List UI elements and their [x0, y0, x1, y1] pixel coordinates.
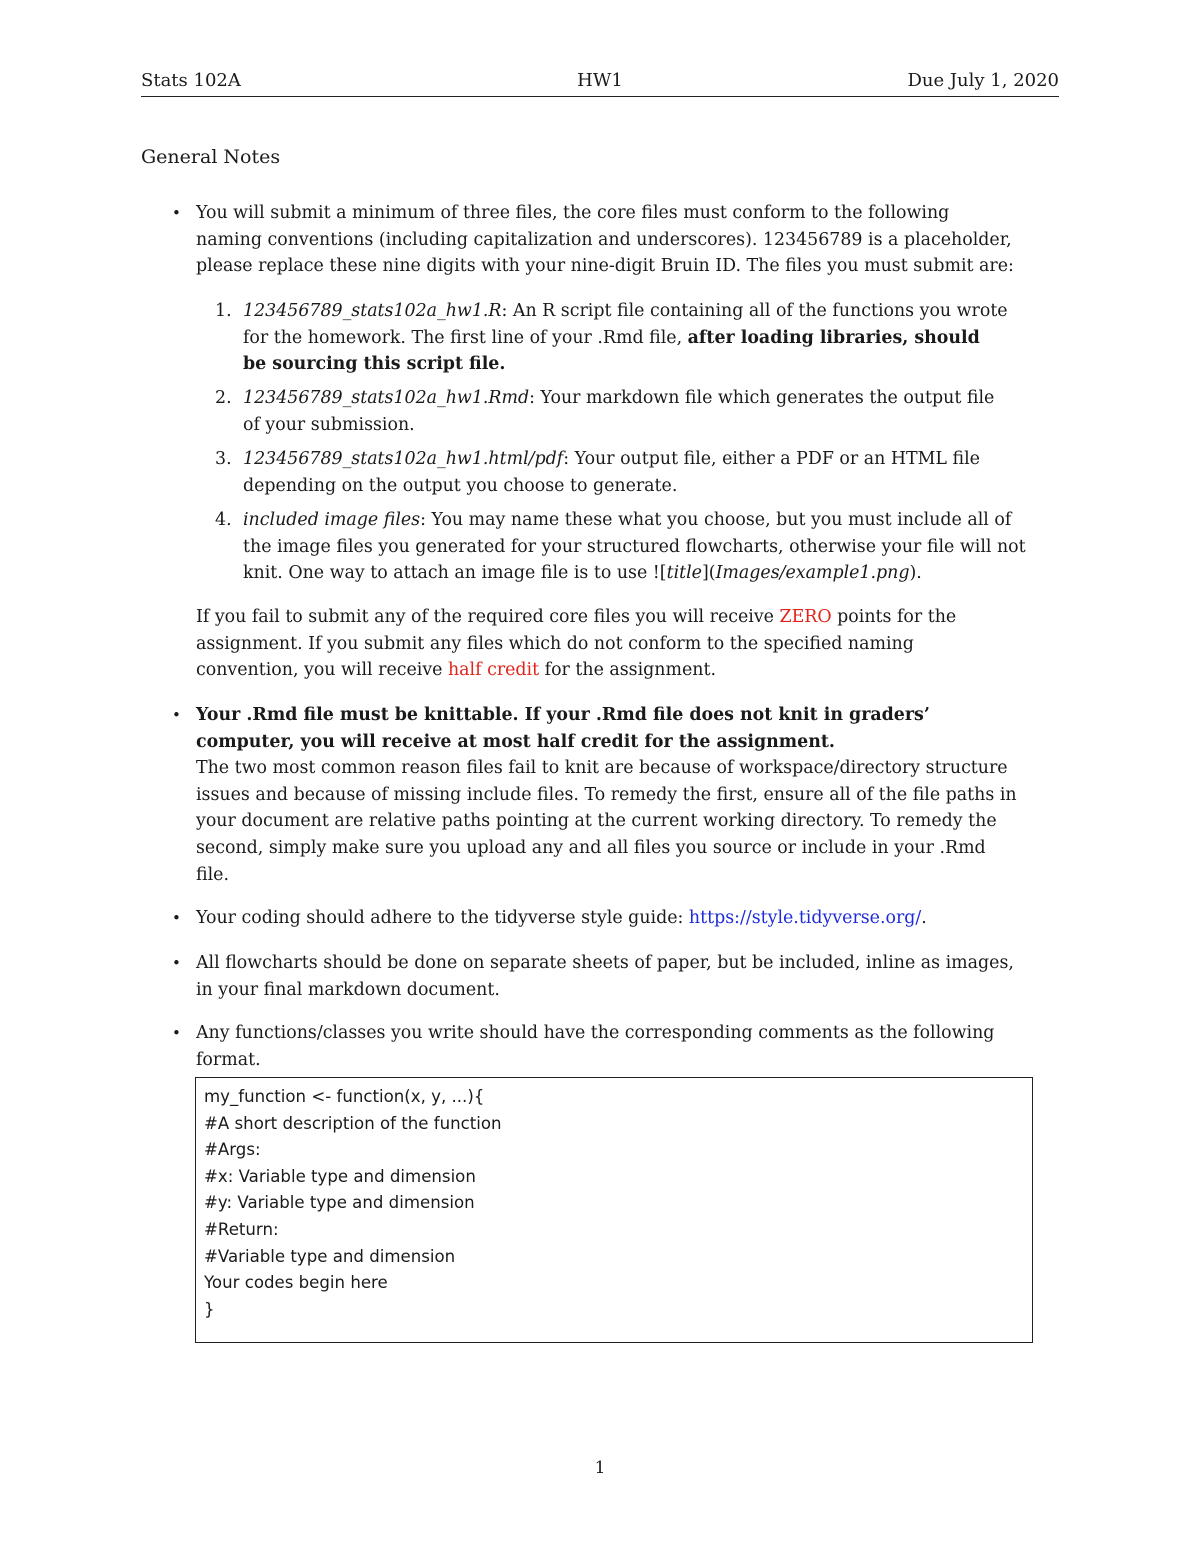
- code-template-box: [195, 1077, 1033, 1343]
- section-title: General Notes: [141, 146, 281, 168]
- file-name: 123456789_stats102a_hw1.Rmd: [243, 388, 530, 408]
- text-line: please replace these nine digits with your nine-digit Bruin ID. The files you must submit are:: [196, 256, 1014, 277]
- bullet5-comments: Any functions/classes you write should have the corresponding comments as the following format.: [196, 1023, 995, 1070]
- code-line: #x: Variable type and dimension: [204, 1166, 476, 1186]
- code-line: }: [204, 1299, 215, 1319]
- bullet1-intro: [196, 200, 1014, 280]
- file-name: included image files: [243, 510, 421, 530]
- page-number: 1: [594, 1458, 606, 1478]
- code-line: #y: Variable type and dimension: [204, 1193, 475, 1213]
- code-line: Your codes begin here: [204, 1273, 388, 1293]
- code-line: #Variable type and dimension: [204, 1246, 456, 1266]
- bullet-marker: •: [172, 1024, 181, 1042]
- style-guide-link[interactable]: https://style.tidyverse.org/: [688, 908, 922, 928]
- text-line: You will submit a minimum of three files, the core files must conform to the following: [196, 203, 950, 223]
- list-number: 4.: [215, 510, 232, 530]
- bullet-marker: •: [172, 909, 181, 927]
- zero-emphasis: ZERO: [779, 607, 832, 627]
- file-name: 123456789_stats102a_hw1.html/pdf: [243, 449, 564, 469]
- file-name: 123456789_stats102a_hw1.R: [243, 301, 502, 321]
- bullet4-flowcharts: All flowcharts should be done on separate sheets of paper, but be included, inline as images, in your final markdown document.: [196, 953, 1014, 1000]
- header-due-date: Due July 1, 2020: [907, 70, 1059, 91]
- running-header: [141, 68, 1059, 97]
- bullet3-style-guide: Your coding should adhere to the tidyverse style guide: https://style.tidyverse.org/.: [196, 908, 927, 928]
- bullet2-knit-notice: Your .Rmd file must be knittable. If your .Rmd file does not knit in graders’ computer, you will receive at most half credit for the assignment. The two most common reason files fail to knit are because of workspace/directory structure issues and because of missing include files. To remedy the first, ensure all of the file paths in your document are relative paths pointing at the current working directory. To remedy the second, simply make sure you upload any and all files you source or include in your .Rmd file.: [196, 705, 1017, 885]
- bullet-marker: •: [172, 706, 181, 724]
- list-number: 3.: [215, 449, 232, 469]
- half-credit-emphasis: half credit: [447, 660, 540, 681]
- bullet-marker: •: [172, 204, 181, 222]
- list-item-images: included image files: You may name these what you choose, but you must include all of the image files you generated for your structured flowcharts, otherwise your file will not knit. One way to attach an image file is to use ![title](Images/example1.png).: [243, 510, 1026, 584]
- list-number: 1.: [215, 301, 232, 321]
- header-course: Stats 102A: [141, 70, 241, 91]
- text-line: naming conventions (including capitalization and underscores). 123456789 is a placeholder,: [196, 229, 1012, 250]
- bullet-marker: •: [172, 954, 181, 972]
- list-item-r-script: 123456789_stats102a_hw1.R: An R script file containing all of the functions you wrote for the homework. The first line of your .Rmd file, after loading libraries, should be sourcing this script file.: [243, 301, 1008, 375]
- code-line: my_function <- function(x, y, ...){: [204, 1087, 485, 1106]
- list-item-rmd: 123456789_stats102a_hw1.Rmd: Your markdown file which generates the output file of your submission.: [243, 388, 995, 435]
- header-title: HW1: [577, 70, 623, 91]
- warning-paragraph: If you fail to submit any of the required core files you will receive ZERO points for the assignment. If you submit any files which do not conform to the specified naming convention, you will receive half credit for the assignment.: [196, 607, 957, 681]
- list-item-output: 123456789_stats102a_hw1.html/pdf: Your output file, either a PDF or an HTML file depending on the output you choose to generate.: [243, 449, 980, 496]
- code-line: #Return:: [204, 1219, 279, 1239]
- code-line: #Args:: [204, 1140, 261, 1160]
- list-number: 2.: [215, 388, 232, 408]
- code-line: #A short description of the function: [204, 1113, 502, 1133]
